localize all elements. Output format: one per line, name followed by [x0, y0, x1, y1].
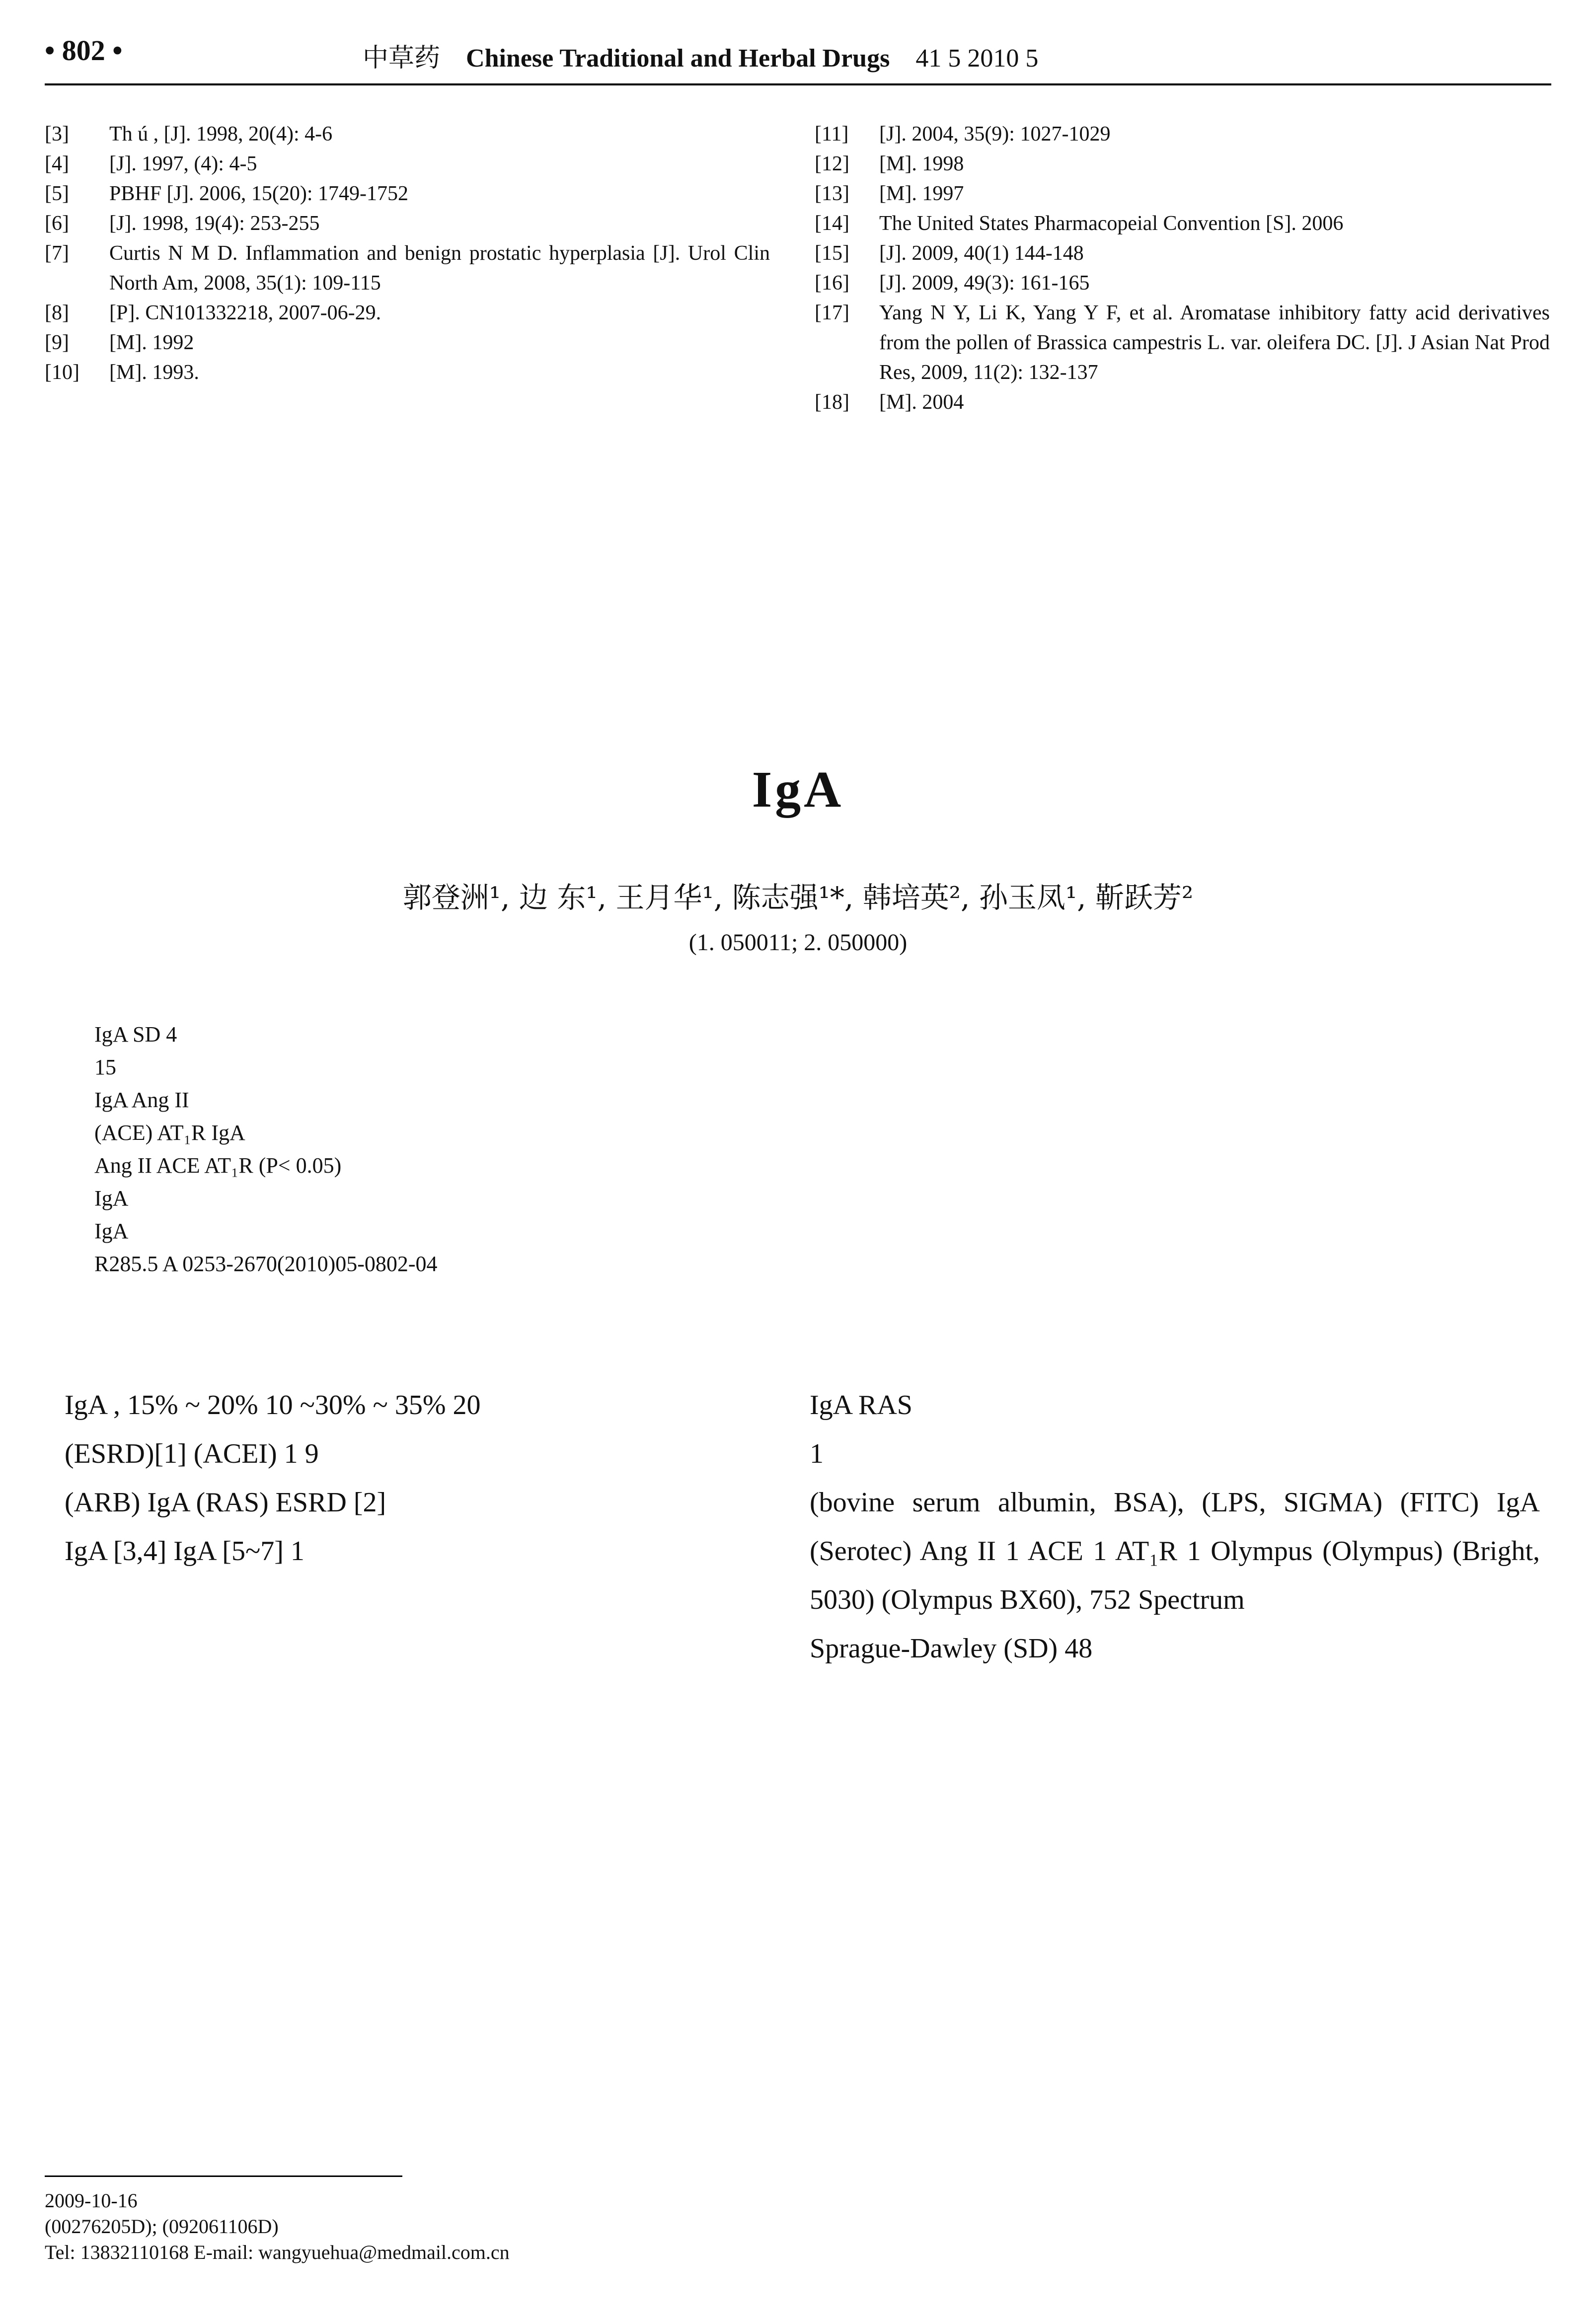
abstract-line: IgA SD 4: [94, 1022, 177, 1047]
reference-item: [8] [P]. CN101332218, 2007-06-29.: [45, 301, 381, 324]
reference-item: [9] [M]. 1992: [45, 331, 194, 354]
references-right: [815, 119, 1550, 417]
footnote: [45, 2175, 1535, 2265]
abstract-line: IgA Ang II: [94, 1088, 189, 1112]
body-column-left: [65, 1381, 780, 1575]
abstract-line: 15: [94, 1055, 116, 1079]
reference-item: [14] The United States Pharmacopeial Convention [S]. 2006: [815, 212, 1344, 235]
abstract-line: IgA: [94, 1186, 129, 1210]
keywords-line: IgA: [94, 1219, 129, 1243]
page-header: [45, 24, 1551, 85]
received-date: 2009-10-16: [45, 2189, 138, 2212]
contact-info: Tel: 13832110168 E-mail: wangyuehua@medmail.com.cn: [45, 2241, 510, 2263]
article-affiliation: (1. 050011; 2. 050000): [688, 929, 908, 956]
body-paragraph: IgA [3,4] IgA [5~7] 1: [65, 1536, 304, 1567]
reference-item: [17] Yang N Y, Li K, Yang Y F, et al. Aromatase inhibitory fatty acid derivatives from the pollen of Brassica campestris L. var. oleifera DC. [J]. J Asian Nat Prod Res, 2009, 11(2): 132-137: [815, 301, 1550, 384]
classification-line: R285.5 A 0253-2670(2010)05-0802-04: [94, 1252, 438, 1276]
body-paragraph: (ESRD)[1] (ACEI) 1 9: [65, 1438, 319, 1469]
reference-item: [12] [M]. 1998: [815, 152, 964, 175]
references-left: [45, 119, 770, 387]
reference-item: [15] [J]. 2009, 40(1) 144-148: [815, 242, 1084, 265]
article-title: IgA: [752, 761, 844, 818]
body-paragraph: IgA , 15% ~ 20% 10 ~30% ~ 35% 20: [65, 1390, 481, 1421]
reference-item: [5] PBHF [J]. 2006, 15(20): 1749-1752: [45, 182, 409, 205]
body-paragraph: Sprague-Dawley (SD) 48: [810, 1633, 1093, 1664]
journal-issue: 41 5 2010 5: [915, 44, 1039, 73]
reference-item: [16] [J]. 2009, 49(3): 161-165: [815, 272, 1090, 295]
reference-item: [4] [J]. 1997, (4): 4-5: [45, 152, 257, 175]
abstract-line: Ang II ACE AT₁R (P< 0.05): [94, 1153, 342, 1178]
body-column-right: [810, 1381, 1540, 1673]
body-paragraph: (bovine serum albumin, BSA), (LPS, SIGMA) (FITC) IgA (Serotec) Ang II 1 ACE 1 AT₁R 1 Olympus (Olympus) (Bright, 5030) (Olympus BX60), 752 Spectrum: [810, 1487, 1540, 1615]
body-paragraph: IgA RAS: [810, 1390, 912, 1421]
body-paragraph: (ARB) IgA (RAS) ESRD [2]: [65, 1487, 386, 1518]
funding-info: (00276205D); (092061106D): [45, 2215, 279, 2238]
footnote-rule: [45, 2175, 402, 2177]
page-number: • 802 •: [45, 34, 123, 67]
reference-item: [18] [M]. 2004: [815, 391, 964, 414]
journal-title-en: Chinese Traditional and Herbal Drugs: [466, 44, 890, 73]
reference-item: [7] Curtis N M D. Inflammation and benign prostatic hyperplasia [J]. Urol Clin North Am, 2008, 35(1): 109-115: [45, 242, 770, 295]
abstract-line: (ACE) AT₁R IgA: [94, 1121, 245, 1145]
reference-item: [10] [M]. 1993.: [45, 361, 199, 384]
article-authors: 郭登洲¹, 边 东¹, 王月华¹, 陈志强¹*, 韩培英², 孙玉凤¹, 靳跃芳²: [402, 881, 1194, 914]
journal-title-cn: 中草药: [363, 44, 441, 73]
reference-item: [13] [M]. 1997: [815, 182, 964, 205]
reference-item: [3] Th ú , [J]. 1998, 20(4): 4-6: [45, 123, 333, 146]
abstract: [94, 1018, 1500, 1280]
reference-item: [6] [J]. 1998, 19(4): 253-255: [45, 212, 320, 235]
section-heading: 1: [810, 1438, 824, 1469]
journal-title: [363, 37, 1038, 74]
reference-item: [11] [J]. 2004, 35(9): 1027-1029: [815, 123, 1111, 146]
